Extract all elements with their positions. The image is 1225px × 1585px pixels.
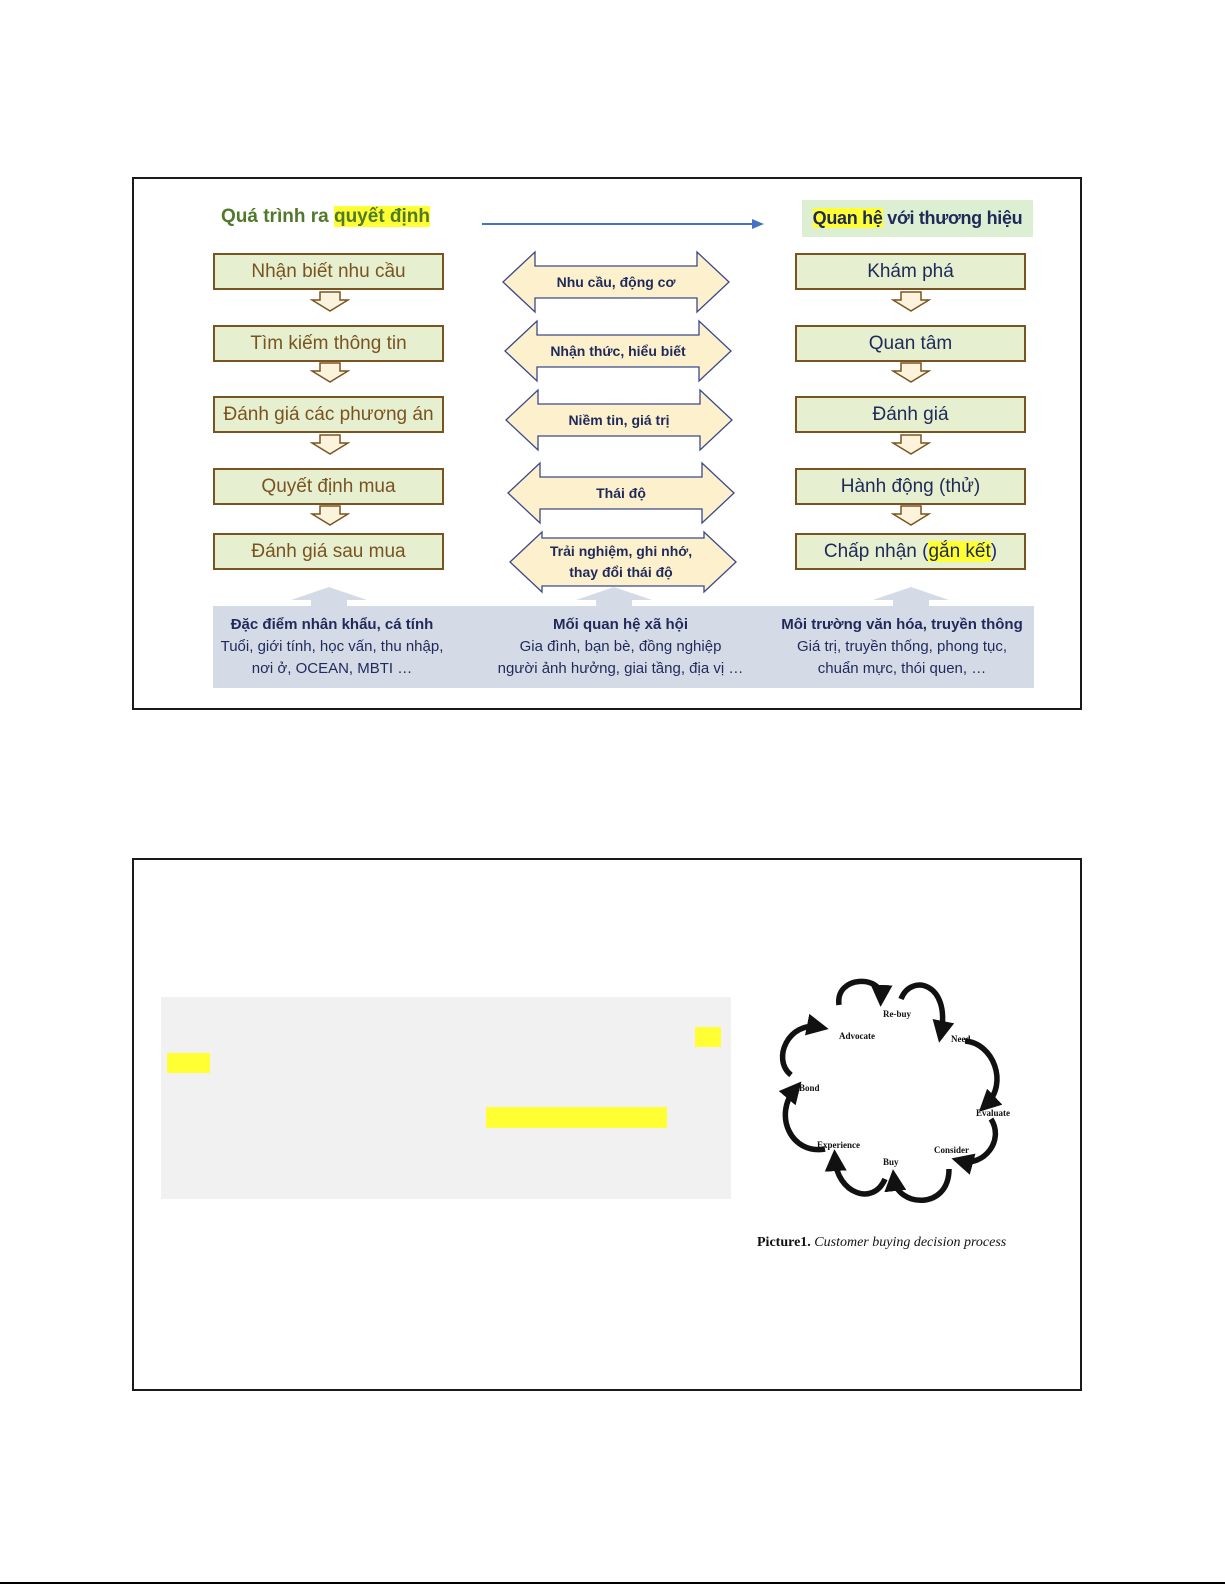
up-arrow-icon [289, 586, 369, 608]
psych-factor-2: Nhận thức, hiểu biết [550, 343, 686, 359]
psych-factor-5-line2: thay đổi thái độ [569, 564, 673, 580]
influence-heading: Đặc điểm nhân khẩu, cá tính [230, 616, 434, 633]
brand-step-5-text: Chấp nhận ( [823, 541, 929, 562]
influence-culture [773, 614, 1031, 680]
brand-step-1: Khám phá [795, 253, 1026, 290]
brand-step-5 [795, 533, 1026, 570]
influences-band [213, 606, 1034, 688]
decision-step-2: Tìm kiếm thông tin [213, 325, 444, 362]
decision-step-5: Đánh giá sau mua [213, 533, 444, 570]
brand-step-2: Quan tâm [795, 325, 1026, 362]
page-bottom-rule [0, 1582, 1225, 1584]
text-panel [161, 997, 731, 1199]
decision-step-4: Quyết định mua [213, 468, 444, 505]
double-arrow-5 [508, 530, 738, 594]
caption-label: Picture1. [757, 1235, 811, 1250]
cycle-label-bond: Bond [799, 1083, 820, 1093]
down-chevron-icon [310, 505, 350, 527]
highlight-mark [486, 1107, 667, 1128]
brand-title-text: với thương hiệu [882, 208, 1023, 228]
cycle-label-consider: Consider [934, 1145, 970, 1155]
influence-line: nơi ở, OCEAN, MBTI … [251, 660, 413, 677]
psych-factor-4: Thái độ [596, 485, 646, 501]
cycle-label-need: Need [951, 1034, 971, 1044]
brand-step-5-suffix: ) [990, 541, 998, 562]
brand-relationship-title [802, 200, 1033, 237]
psych-factor-3: Niềm tin, giá trị [568, 412, 670, 428]
down-chevron-icon [891, 291, 931, 313]
down-chevron-icon [891, 434, 931, 456]
down-chevron-icon [310, 362, 350, 384]
slide-buying-cycle [132, 858, 1082, 1391]
influence-line: Tuổi, giới tính, học vấn, thu nhập, [220, 638, 444, 655]
up-arrow-icon [574, 586, 654, 608]
decision-process-title [221, 206, 430, 228]
psych-factor-5-line1: Trải nghiệm, ghi nhớ, [549, 543, 693, 559]
double-arrow-3 [504, 388, 734, 452]
brand-step-4: Hành động (thử) [795, 468, 1026, 505]
cycle-label-advocate: Advocate [839, 1031, 875, 1041]
down-chevron-icon [891, 505, 931, 527]
cycle-label-experience: Experience [817, 1140, 860, 1150]
highlight-mark [167, 1053, 210, 1073]
brand-step-3: Đánh giá [795, 396, 1026, 433]
decision-step-3: Đánh giá các phương án [213, 396, 444, 433]
down-chevron-icon [310, 434, 350, 456]
title-connector-arrow [480, 217, 766, 231]
influence-line: Gia đình, bạn bè, đồng nghiệp [519, 638, 722, 655]
highlight-mark [695, 1027, 721, 1047]
influence-heading: Mối quan hệ xã hội [552, 616, 688, 633]
influence-social [483, 614, 758, 680]
down-chevron-icon [310, 291, 350, 313]
decision-title-text: Quá trình ra [221, 206, 334, 227]
double-arrow-1 [501, 250, 731, 314]
double-arrow-4 [506, 461, 736, 525]
influence-line: người ảnh hưởng, giai tầng, địa vị … [497, 660, 744, 677]
brand-step-5-highlight: gắn kết [928, 541, 991, 562]
decision-step-1: Nhận biết nhu cầu [213, 253, 444, 290]
figure-caption [757, 1235, 1006, 1251]
influence-demographic [213, 614, 451, 680]
up-arrow-icon [871, 586, 951, 608]
cycle-label-rebuy: Re-buy [883, 1009, 912, 1019]
influence-heading: Môi trường văn hóa, truyền thông [781, 616, 1023, 633]
decision-title-highlight: quyết định [333, 206, 431, 227]
double-arrow-2 [503, 319, 733, 383]
cycle-label-buy: Buy [883, 1157, 899, 1167]
psych-factor-1: Nhu cầu, động cơ [556, 274, 676, 290]
cycle-label-evaluate: Evaluate [976, 1108, 1011, 1118]
influence-line: Giá trị, truyền thống, phong tục, [796, 638, 1008, 655]
buying-cycle-diagram [761, 971, 1023, 1216]
influence-line: chuẩn mực, thói quen, … [817, 660, 987, 677]
caption-text: Customer buying decision process [810, 1235, 1007, 1250]
slide-decision-process [132, 177, 1082, 710]
brand-title-highlight: Quan hệ [812, 208, 883, 228]
down-chevron-icon [891, 362, 931, 384]
